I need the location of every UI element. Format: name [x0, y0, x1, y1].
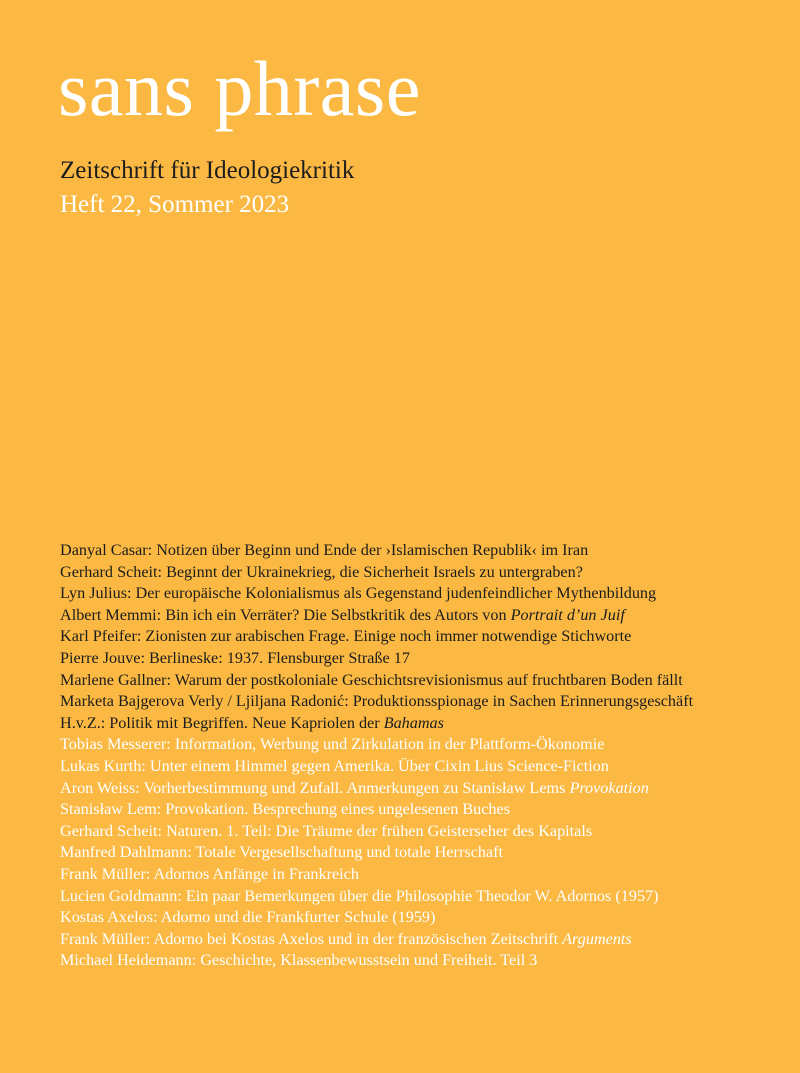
- toc-entry-text: Manfred Dahlmann: Totale Vergesellschaftung und totale Herrschaft: [60, 843, 503, 862]
- toc-entry-text: Gerhard Scheit: Beginnt der Ukrainekrieg, die Sicherheit Israels zu untergraben?: [60, 562, 583, 581]
- toc-entry: [60, 950, 790, 972]
- toc-entry: [60, 734, 790, 756]
- toc-entry: [60, 756, 790, 778]
- toc-entry: [60, 886, 790, 908]
- toc-entry-text: Frank Müller: Adorno bei Kostas Axelos und in der französischen Zeitschrift: [60, 929, 563, 948]
- toc-entry-text: Marlene Gallner: Warum der postkoloniale Geschichtsrevisionismus auf fruchtbaren Boden fällt: [60, 670, 683, 689]
- toc-entry: [60, 821, 790, 843]
- toc-entry: [60, 605, 790, 627]
- toc-entry-text: H.v.Z.: Politik mit Begriffen. Neue Kapriolen der: [60, 713, 384, 732]
- toc-entry-text: Stanisław Lem: Provokation. Besprechung eines ungelesenen Buches: [60, 800, 511, 819]
- toc-entry: [60, 648, 790, 670]
- toc-entry: [60, 799, 790, 821]
- toc-entry-italic: Bahamas: [383, 713, 444, 732]
- toc-entry: [60, 907, 790, 929]
- journal-subtitle: Zeitschrift für Ideologiekritik: [60, 157, 355, 184]
- toc-entry-italic: Portrait d’un Juif: [510, 605, 625, 624]
- toc-entry-text: Frank Müller: Adornos Anfänge in Frankreich: [60, 864, 359, 883]
- toc-entry: [60, 562, 790, 584]
- toc-entry: [60, 713, 790, 735]
- toc-entry-text: Pierre Jouve: Berlineske: 1937. Flensburger Straße 17: [60, 648, 410, 667]
- toc-entry-text: Lukas Kurth: Unter einem Himmel gegen Amerika. Über Cixin Lius Science-Fiction: [60, 756, 609, 775]
- toc-entry: [60, 670, 790, 692]
- issue-label: Heft 22, Sommer 2023: [60, 191, 290, 218]
- toc-entry-text: Albert Memmi: Bin ich ein Verräter? Die Selbstkritik des Autors von: [60, 605, 511, 624]
- toc-entry-text: Lyn Julius: Der europäische Kolonialismus als Gegenstand judenfeindlicher Mythenbildung: [60, 584, 657, 603]
- toc-entry: [60, 691, 790, 713]
- table-of-contents: [60, 540, 790, 972]
- toc-entry: [60, 626, 790, 648]
- toc-entry: [60, 929, 790, 951]
- toc-entry-text: Kostas Axelos: Adorno und die Frankfurter Schule (1959): [60, 908, 436, 927]
- toc-entry: [60, 540, 790, 562]
- toc-entry-text: Danyal Casar: Notizen über Beginn und Ende der ›Islamischen Republik‹ im Iran: [60, 541, 589, 559]
- toc-entry: [60, 842, 790, 864]
- toc-entry-text: Lucien Goldmann: Ein paar Bemerkungen über die Philosophie Theodor W. Adornos (1957): [60, 886, 659, 905]
- toc-entry-text: Karl Pfeifer: Zionisten zur arabischen Frage. Einige noch immer notwendige Stichworte: [60, 627, 632, 646]
- toc-entry-text: Gerhard Scheit: Naturen. 1. Teil: Die Träume der frühen Geisterseher des Kapitals: [60, 821, 593, 840]
- toc-entry: [60, 778, 790, 800]
- toc-entry-italic: Provokation: [569, 778, 649, 797]
- toc-entry-text: Michael Heidemann: Geschichte, Klassenbewusstsein und Freiheit. Teil 3: [60, 951, 538, 970]
- toc-entry: [60, 864, 790, 886]
- toc-entry-italic: Arguments: [562, 929, 632, 948]
- toc-entry: [60, 583, 790, 605]
- toc-entry-text: Aron Weiss: Vorherbestimmung und Zufall. Anmerkungen zu Stanisław Lems: [60, 778, 570, 797]
- toc-entry-text: Tobias Messerer: Information, Werbung und Zirkulation in der Plattform-Ökonomie: [60, 735, 605, 754]
- toc-entry-text: Marketa Bajgerova Verly / Ljiljana Radonić: Produktionsspionage in Sachen Erinnerungsgeschäft: [60, 692, 694, 711]
- journal-title: sans phrase: [58, 45, 421, 132]
